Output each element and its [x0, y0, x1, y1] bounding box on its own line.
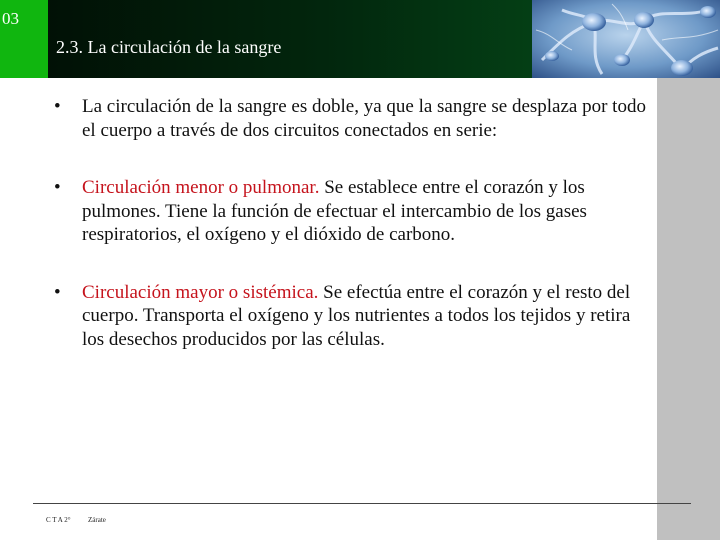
side-strip [657, 78, 720, 540]
bullet-highlight: Circulación mayor o sistémica. [82, 281, 319, 303]
bullet-item [52, 95, 652, 142]
bullet-item [52, 176, 652, 247]
bullet-text: Se establece entre el corazón y los pulmones. Tiene la función de efectuar el intercambio de los gases respiratorios, el oxígeno y el dióxido de carbono. [82, 177, 587, 245]
footer-divider [33, 503, 691, 504]
bullet-item [52, 281, 652, 352]
bullet-text: La circulación de la sangre es doble, ya que la sangre se desplaza por todo el cuerpo a través de dos circuitos conectados en serie: [82, 96, 646, 141]
bullet-marker: • [54, 96, 61, 117]
cell-network-illustration [532, 0, 720, 78]
bullet-highlight: Circulación menor o pulmonar. [82, 177, 320, 198]
page-title: 2.3. La circulación de la sangre [56, 37, 282, 57]
bullet-marker: • [54, 281, 61, 303]
chapter-number: 03 [2, 9, 19, 28]
footer-course-label: C T A 2° [46, 516, 71, 524]
footer-author-label: Zárate [88, 516, 106, 524]
chapter-number-box [0, 0, 48, 78]
bullet-marker: • [54, 177, 61, 198]
slide-content [52, 95, 652, 385]
bullet-text: Se efectúa entre el corazón y el resto del cuerpo. Transporta el oxígeno y los nutrientes a todos los tejidos y retira los desechos producidos por las células. [82, 281, 631, 350]
cell-network-image [532, 0, 720, 78]
